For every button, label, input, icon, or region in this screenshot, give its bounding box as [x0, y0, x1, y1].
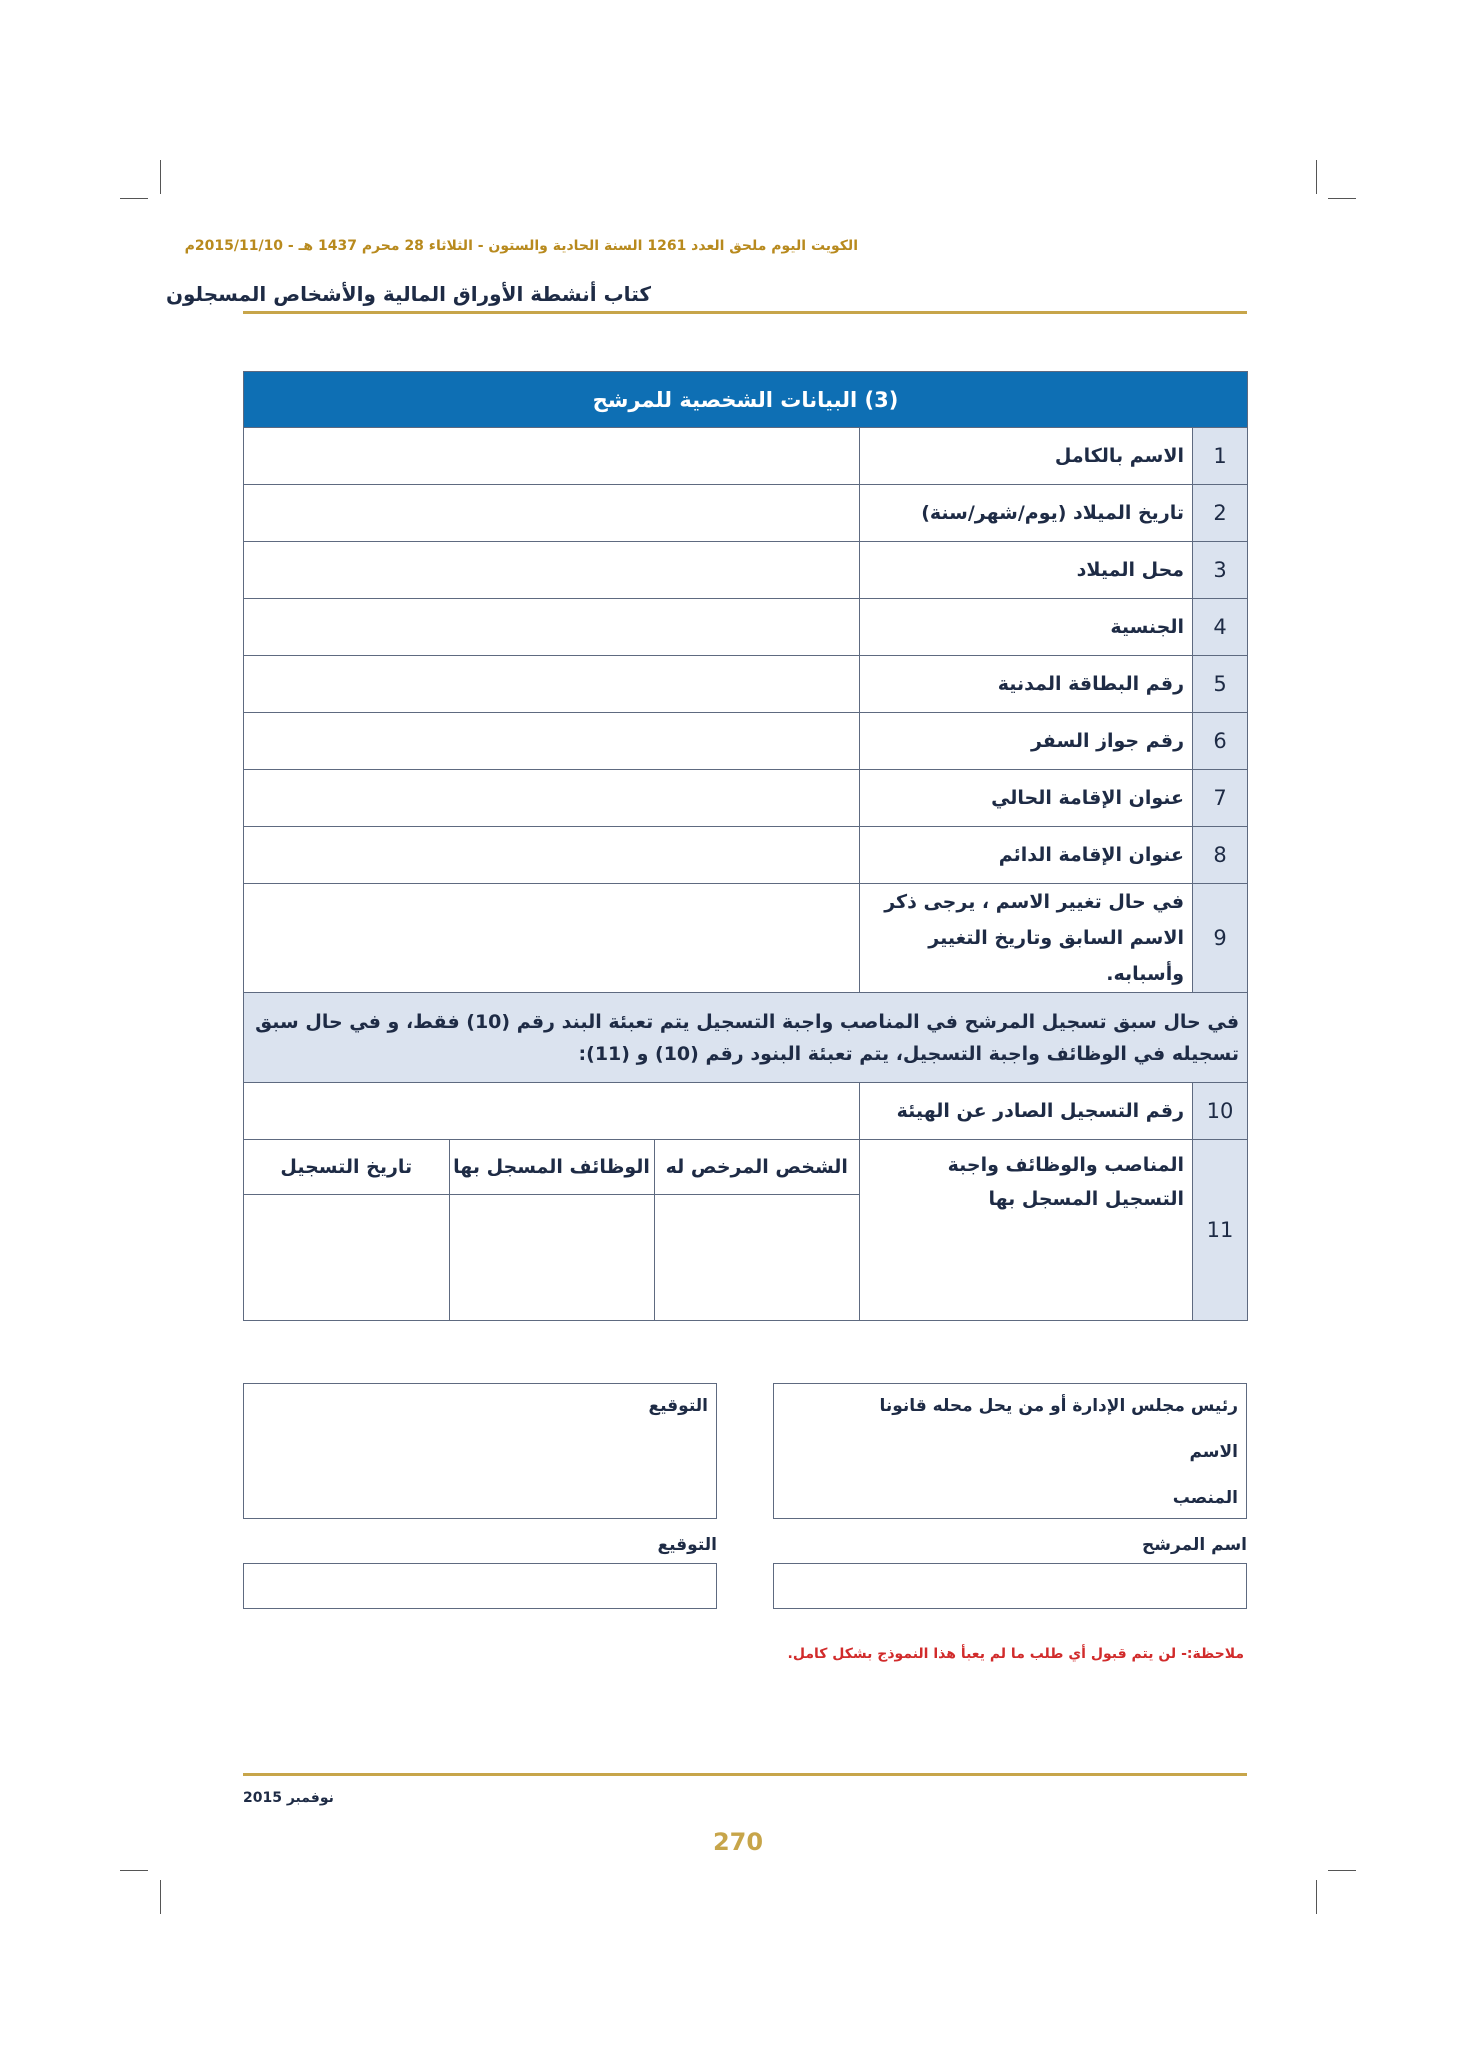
previous-name-field[interactable]: [244, 884, 860, 993]
row-label: رقم البطاقة المدنية: [860, 656, 1193, 713]
row-number: 2: [1193, 485, 1248, 542]
row-label: في حال تغيير الاسم ، يرجى ذكر الاسم السابق وتاريخ التغيير وأسبابه.: [860, 884, 1193, 993]
row-label: الاسم بالكامل: [860, 428, 1193, 485]
footer-date: نوفمبر 2015: [243, 1790, 334, 1806]
chairman-box[interactable]: [773, 1383, 1247, 1519]
note-text: ملاحظة:- لن يتم قبول أي طلب ما لم يعبأ هذا النموذج بشكل كامل.: [787, 1646, 1244, 1662]
civil-id-field[interactable]: [244, 656, 860, 713]
position-label: المنصب: [1172, 1488, 1238, 1508]
row-label: رقم جواز السفر: [860, 713, 1193, 770]
licensed-person-field[interactable]: [654, 1194, 859, 1320]
form-row: [244, 1083, 1248, 1140]
full-name-field[interactable]: [244, 428, 860, 485]
form-row: [244, 428, 1248, 485]
footer-rule: [243, 1773, 1247, 1776]
column-header-licensed-person: الشخص المرخص له: [654, 1140, 859, 1194]
header-meta: الكويت اليوم ملحق العدد 1261 السنة الحادية والستون - الثلاثاء 28 محرم 1437 هـ - 2015/11/10م: [184, 238, 858, 254]
birth-date-field[interactable]: [244, 485, 860, 542]
page-number: 270: [712, 1828, 764, 1856]
candidate-signature-label: التوقيع: [657, 1535, 717, 1555]
row-number: 10: [1193, 1083, 1248, 1140]
row-label: تاريخ الميلاد (يوم/شهر/سنة): [860, 485, 1193, 542]
row-label: عنوان الإقامة الحالي: [860, 770, 1193, 827]
header-rule: [243, 311, 1247, 314]
form-row: [244, 884, 1248, 993]
form-row: [244, 1140, 1248, 1321]
registered-positions-table: [244, 1140, 860, 1321]
column-header-registered-jobs: الوظائف المسجل بها: [449, 1140, 654, 1194]
form-row: [244, 485, 1248, 542]
registration-date-field[interactable]: [244, 1194, 449, 1320]
row-number: 4: [1193, 599, 1248, 656]
signature-label: التوقيع: [648, 1396, 708, 1416]
crop-mark: [160, 1880, 161, 1914]
row-number: 5: [1193, 656, 1248, 713]
crop-mark: [1316, 160, 1317, 194]
crop-mark: [1316, 1880, 1317, 1914]
candidate-name-field[interactable]: [773, 1563, 1247, 1609]
current-address-field[interactable]: [244, 770, 860, 827]
header-title: كتاب أنشطة الأوراق المالية والأشخاص المسجلون: [165, 282, 651, 306]
instruction-text: في حال سبق تسجيل المرشح في المناصب واجبة التسجيل يتم تعبئة البند رقم (10) فقط، و في حال سبق تسجيله في الوظائف واجبة التسجيل، يتم تعبئة البنود رقم (10) و (11):: [244, 993, 1248, 1083]
form-row: [244, 656, 1248, 713]
row-label: المناصب والوظائف واجبة التسجيل المسجل بها: [860, 1140, 1193, 1321]
row-number: 9: [1193, 884, 1248, 993]
form-row: [244, 599, 1248, 656]
row-number: 8: [1193, 827, 1248, 884]
form-row: [244, 542, 1248, 599]
registered-jobs-field[interactable]: [449, 1194, 654, 1320]
crop-mark: [1328, 1870, 1356, 1871]
column-header-registration-date: تاريخ التسجيل: [244, 1140, 449, 1194]
form-row: [244, 770, 1248, 827]
crop-mark: [1328, 198, 1356, 199]
row-number: 7: [1193, 770, 1248, 827]
birth-place-field[interactable]: [244, 542, 860, 599]
signature-box[interactable]: [243, 1383, 717, 1519]
personal-data-form: [243, 371, 1248, 1321]
passport-number-field[interactable]: [244, 713, 860, 770]
form-row: [244, 713, 1248, 770]
permanent-address-field[interactable]: [244, 827, 860, 884]
name-label: الاسم: [1189, 1442, 1238, 1462]
registration-number-field[interactable]: [244, 1083, 860, 1140]
row-number: 1: [1193, 428, 1248, 485]
nationality-field[interactable]: [244, 599, 860, 656]
candidate-signature-field[interactable]: [243, 1563, 717, 1609]
crop-mark: [160, 160, 161, 194]
form-row: [244, 827, 1248, 884]
row-label: محل الميلاد: [860, 542, 1193, 599]
crop-mark: [120, 198, 148, 199]
row-number: 3: [1193, 542, 1248, 599]
chairman-label: رئيس مجلس الإدارة أو من يحل محله قانونا: [879, 1396, 1238, 1416]
crop-mark: [120, 1870, 148, 1871]
row-label: الجنسية: [860, 599, 1193, 656]
form-title: (3) البيانات الشخصية للمرشح: [244, 372, 1248, 428]
row-label: عنوان الإقامة الدائم: [860, 827, 1193, 884]
candidate-name-label: اسم المرشح: [1142, 1535, 1247, 1555]
row-number: 6: [1193, 713, 1248, 770]
row-number: 11: [1193, 1140, 1248, 1321]
row-label: رقم التسجيل الصادر عن الهيئة: [860, 1083, 1193, 1140]
